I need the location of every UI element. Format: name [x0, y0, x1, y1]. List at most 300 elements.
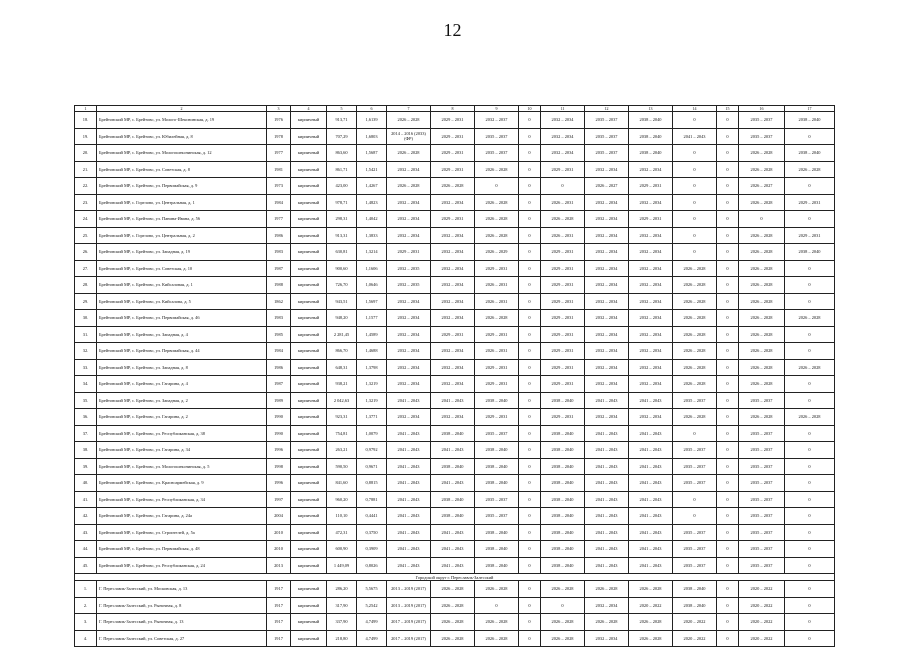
table-cell: 0 — [519, 458, 541, 475]
table-cell: 2026 – 2028 — [673, 293, 717, 310]
table-cell: 0 — [785, 260, 835, 277]
table-cell: 11 — [541, 106, 585, 112]
table-cell: 9 — [475, 106, 519, 112]
table-cell: 2026 – 2028 — [387, 112, 431, 129]
table-cell: 0 — [717, 194, 739, 211]
table-cell: 960,20 — [327, 491, 357, 508]
table-cell: кирпичный — [291, 359, 327, 376]
table-cell: 1976 — [267, 112, 291, 129]
table-cell: 16 — [739, 106, 785, 112]
table-cell: 1981 — [267, 161, 291, 178]
table-cell: 2032 – 2034 — [585, 277, 629, 294]
table-cell: 2026 – 2028 — [739, 161, 785, 178]
table-cell: 2041 – 2043 — [387, 491, 431, 508]
table-cell: 0 — [717, 227, 739, 244]
table-cell: 38. — [75, 442, 97, 459]
table-cell: 2038 – 2040 — [541, 425, 585, 442]
table-cell: 2041 – 2043 — [585, 458, 629, 475]
table-cell: 8 — [431, 106, 475, 112]
table-cell: 2026 – 2031 — [541, 227, 585, 244]
table-cell: Г. Переславль-Залесский, ул. Рыночная, д. 8 — [97, 597, 267, 614]
table-cell: 0 — [519, 475, 541, 492]
table-cell: 0 — [673, 178, 717, 195]
table-row — [75, 392, 835, 409]
table-cell: 2032 – 2034 — [431, 310, 475, 327]
table-cell: 0 — [519, 425, 541, 442]
table-cell: 13 — [629, 106, 673, 112]
table-row — [75, 508, 835, 525]
table-cell: 423,00 — [327, 178, 357, 195]
table-cell: 20. — [75, 145, 97, 162]
table-cell: 0 — [519, 128, 541, 145]
table-cell: 923,31 — [327, 409, 357, 426]
table-cell: 1983 — [267, 310, 291, 327]
table-cell: 0 — [519, 194, 541, 211]
table-cell: 0 — [717, 458, 739, 475]
table-cell: 2041 – 2043 — [387, 475, 431, 492]
table-cell: 1,3771 — [357, 409, 387, 426]
table-cell: 1,3214 — [357, 244, 387, 261]
table-cell: 4,7499 — [357, 630, 387, 647]
table-row — [75, 293, 835, 310]
table-cell: 2032 – 2034 — [585, 376, 629, 393]
table-cell: 4,7499 — [357, 614, 387, 631]
table-cell: 2038 – 2040 — [785, 145, 835, 162]
table-cell: 43. — [75, 524, 97, 541]
table-cell: 2020 – 2022 — [673, 630, 717, 647]
table-cell: 1984 — [267, 194, 291, 211]
table-cell: 1973 — [267, 178, 291, 195]
table-cell: 2032 – 2034 — [431, 359, 475, 376]
table-cell: 2041 – 2043 — [629, 392, 673, 409]
table-cell: 1984 — [267, 343, 291, 360]
table-cell: 44. — [75, 541, 97, 558]
page-number: 12 — [443, 20, 462, 40]
table-cell: 0 — [785, 557, 835, 574]
table-cell: 2032 – 2034 — [541, 128, 585, 145]
table-cell: 2041 – 2043 — [387, 508, 431, 525]
table-cell: 14 — [673, 106, 717, 112]
table-cell: 2026 – 2028 — [739, 227, 785, 244]
table-cell: 2013 – 2019 (2017) — [387, 597, 431, 614]
table-cell: 2029 – 2031 — [629, 178, 673, 195]
table-cell: 0 — [717, 541, 739, 558]
table-cell: 1,4267 — [357, 178, 387, 195]
table-cell: 2035 – 2037 — [673, 458, 717, 475]
table-cell: 1917 — [267, 614, 291, 631]
table-cell: 0 — [519, 343, 541, 360]
table-cell: 2032 – 2034 — [387, 293, 431, 310]
table-cell: кирпичный — [291, 326, 327, 343]
table-cell: 2032 – 2034 — [629, 277, 673, 294]
table-cell: 0 — [519, 541, 541, 558]
table-cell: 2041 – 2043 — [673, 128, 717, 145]
table-cell: кирпичный — [291, 409, 327, 426]
table-cell: 0 — [785, 211, 835, 228]
table-cell: Брейтовский МР, с. Брейтово, ул. Мологошекснинская, д. 12 — [97, 145, 267, 162]
table-cell: Брейтовский МР, с. Брейтово, ул. Республиканская, д. 34 — [97, 491, 267, 508]
table-cell: 26. — [75, 244, 97, 261]
table-cell: 0 — [519, 244, 541, 261]
table-cell: 2014 – 2016 (2033)(ФР) — [387, 128, 431, 145]
table-cell: 2032 – 2035 — [387, 260, 431, 277]
table-cell: 0 — [785, 581, 835, 598]
table-cell: 841,60 — [327, 475, 357, 492]
table-cell: 2026 – 2028 — [629, 614, 673, 631]
table-cell: кирпичный — [291, 128, 327, 145]
table-cell: 0 — [673, 508, 717, 525]
table-cell: 1996 — [267, 475, 291, 492]
table-cell: 2038 – 2040 — [541, 442, 585, 459]
table-cell: 2029 – 2031 — [475, 326, 519, 343]
table-cell: Брейтовский МР, с. Брейтово, ул. Молого-Шекснинская, д. 19 — [97, 112, 267, 129]
table-cell: 0 — [785, 508, 835, 525]
table-cell: 2032 – 2034 — [629, 326, 673, 343]
table-cell: 0 — [519, 310, 541, 327]
table-cell: 2026 – 2028 — [673, 260, 717, 277]
table-cell: 600,90 — [327, 541, 357, 558]
table-cell: 2026 – 2028 — [475, 630, 519, 647]
table-cell: 2041 – 2043 — [629, 524, 673, 541]
table-cell: 1917 — [267, 597, 291, 614]
table-cell: 2032 – 2034 — [431, 409, 475, 426]
table-cell: 2026 – 2028 — [629, 581, 673, 598]
table-cell: 2020 – 2022 — [673, 614, 717, 631]
table-cell: кирпичный — [291, 227, 327, 244]
table-cell: 1,3219 — [357, 392, 387, 409]
table-row — [75, 475, 835, 492]
table-cell: 2041 – 2043 — [431, 524, 475, 541]
table-row — [75, 458, 835, 475]
table-cell: 2026 – 2028 — [541, 630, 585, 647]
table-cell: 2035 – 2037 — [585, 112, 629, 129]
table-cell: 0 — [717, 211, 739, 228]
table-cell: 2026 – 2031 — [475, 293, 519, 310]
table-cell: 2026 – 2028 — [739, 326, 785, 343]
table-cell: кирпичный — [291, 260, 327, 277]
table-cell: 0 — [785, 630, 835, 647]
table-cell: 2041 – 2043 — [585, 524, 629, 541]
table-cell: 2035 – 2037 — [739, 425, 785, 442]
table-cell: 2026 – 2028 — [431, 178, 475, 195]
table-cell: 1 449,09 — [327, 557, 357, 574]
table-cell: кирпичный — [291, 277, 327, 294]
table-cell: 2026 – 2028 — [475, 161, 519, 178]
table-cell: 0 — [519, 581, 541, 598]
table-cell: 2029 – 2031 — [541, 359, 585, 376]
table-cell: 0 — [785, 442, 835, 459]
table-cell: 1917 — [267, 630, 291, 647]
table-cell: 2026 – 2028 — [431, 630, 475, 647]
table-cell: 2041 – 2043 — [629, 557, 673, 574]
table-cell: Брейтовский МР, с. Брейтово, ул. Мологошекснинская, д. 5 — [97, 458, 267, 475]
table-cell: 938,21 — [327, 376, 357, 393]
table-cell: 2038 – 2040 — [431, 458, 475, 475]
table-cell: 3 — [267, 106, 291, 112]
table-cell: 2032 – 2034 — [629, 161, 673, 178]
table-row — [75, 277, 835, 294]
table-cell: 0 — [717, 409, 739, 426]
table-cell: 0 — [519, 359, 541, 376]
table-cell: 1,4042 — [357, 211, 387, 228]
table-cell: 2026 – 2028 — [739, 293, 785, 310]
table-cell: 2038 – 2040 — [431, 425, 475, 442]
table-cell: 2026 – 2028 — [785, 359, 835, 376]
table-cell: 2026 – 2028 — [475, 614, 519, 631]
table-cell: 2038 – 2040 — [541, 557, 585, 574]
table-cell: 1,4688 — [357, 343, 387, 360]
table-cell: 2038 – 2040 — [431, 491, 475, 508]
table-cell: 0 — [785, 293, 835, 310]
table-cell: Брейтовский МР, с. Брейтово, ул. Первомайская, д. 48 — [97, 541, 267, 558]
table-cell: Брейтовский МР, с. Брейтово, ул. Юбилейная, д. 8 — [97, 128, 267, 145]
table-cell: 1,5687 — [357, 145, 387, 162]
table-cell: 0 — [519, 112, 541, 129]
table-cell: 2029 – 2031 — [475, 260, 519, 277]
table-cell: 2032 – 2034 — [585, 326, 629, 343]
table-cell: 1,1577 — [357, 310, 387, 327]
table-cell: Брейтовский МР, с. Брейтово, ул. Первомайская, д. 9 — [97, 178, 267, 195]
table-cell: кирпичный — [291, 581, 327, 598]
table-cell: 2026 – 2029 — [475, 244, 519, 261]
table-cell: 2032 – 2034 — [629, 376, 673, 393]
table-cell: 5 — [327, 106, 357, 112]
table-cell: 2032 – 2034 — [585, 260, 629, 277]
table-cell: 2038 – 2040 — [475, 442, 519, 459]
table-cell: 2029 – 2031 — [431, 145, 475, 162]
table-cell: 1,3833 — [357, 227, 387, 244]
table-cell: 2026 – 2028 — [785, 310, 835, 327]
table-cell: 2032 – 2034 — [387, 409, 431, 426]
table-cell: кирпичный — [291, 244, 327, 261]
table-cell: 2032 – 2034 — [431, 260, 475, 277]
table-cell: 40. — [75, 475, 97, 492]
table-row — [75, 557, 835, 574]
table-row — [75, 376, 835, 393]
table-cell: кирпичный — [291, 630, 327, 647]
table-cell: 2032 – 2034 — [431, 244, 475, 261]
table-cell: Брейтовский МР, с. Брейтово, ул. Строителей, д. 5а — [97, 524, 267, 541]
table-cell: 0 — [541, 178, 585, 195]
table-cell: 2026 – 2031 — [475, 277, 519, 294]
table-cell: кирпичный — [291, 310, 327, 327]
table-cell: 943,51 — [327, 293, 357, 310]
table-cell: 2029 – 2031 — [431, 128, 475, 145]
table-cell: 2026 – 2028 — [673, 277, 717, 294]
table-cell: 0 — [519, 227, 541, 244]
table-row — [75, 178, 835, 195]
table-cell: 0 — [717, 614, 739, 631]
table-cell: 25. — [75, 227, 97, 244]
table-row — [75, 343, 835, 360]
table-cell: 1996 — [267, 442, 291, 459]
table-cell: 2035 – 2037 — [673, 475, 717, 492]
table-cell: 2032 – 2034 — [629, 359, 673, 376]
table-cell: 0 — [519, 491, 541, 508]
table-cell: 27. — [75, 260, 97, 277]
table-cell: 0,9792 — [357, 442, 387, 459]
table-cell: 1998 — [267, 458, 291, 475]
table-cell: 21. — [75, 161, 97, 178]
table-cell: 2035 – 2037 — [475, 425, 519, 442]
table-cell: 5,2542 — [357, 597, 387, 614]
table-cell: 590,50 — [327, 458, 357, 475]
table-cell: 2041 – 2043 — [387, 392, 431, 409]
table-cell: 2035 – 2037 — [585, 145, 629, 162]
table-cell: 0,8815 — [357, 475, 387, 492]
table-cell: 0 — [785, 343, 835, 360]
table-cell: 863,60 — [327, 145, 357, 162]
table-cell: 2032 – 2034 — [629, 244, 673, 261]
table-cell: 2041 – 2043 — [387, 541, 431, 558]
table-cell: кирпичный — [291, 392, 327, 409]
table-cell: 2035 – 2037 — [739, 475, 785, 492]
table-cell: 861,71 — [327, 161, 357, 178]
table-cell: 5,5675 — [357, 581, 387, 598]
table-cell: 0,3750 — [357, 524, 387, 541]
table-cell: 1,4589 — [357, 326, 387, 343]
table-cell: 2038 – 2040 — [785, 244, 835, 261]
table-cell: 2032 – 2034 — [629, 194, 673, 211]
table-cell: 2032 – 2034 — [387, 227, 431, 244]
table-cell: 0,3909 — [357, 541, 387, 558]
table-cell: 0 — [785, 491, 835, 508]
table-cell: 0 — [519, 211, 541, 228]
table-cell: 1977 — [267, 145, 291, 162]
table-cell: 2029 – 2031 — [541, 260, 585, 277]
table-cell: Брейтовский МР, с. Брейтово, ул. Западная, д. 4 — [97, 326, 267, 343]
table-cell: 1,6803 — [357, 128, 387, 145]
table-cell: 0 — [519, 326, 541, 343]
table-row — [75, 491, 835, 508]
table-cell: 2035 – 2037 — [739, 524, 785, 541]
table-cell: 2013 — [267, 557, 291, 574]
table-cell: 2035 – 2037 — [739, 128, 785, 145]
table-cell: 2032 – 2034 — [387, 376, 431, 393]
table-cell: 2026 – 2028 — [585, 614, 629, 631]
table-cell: 0 — [519, 442, 541, 459]
table-cell: 2029 – 2031 — [475, 409, 519, 426]
table-cell: Брейтовский МР, с. Брейтово, ул. Гагарина, д. 4 — [97, 376, 267, 393]
table-cell: 2026 – 2028 — [739, 145, 785, 162]
table-cell: 2032 – 2034 — [431, 376, 475, 393]
table-cell: 2026 – 2028 — [739, 194, 785, 211]
table-cell: кирпичный — [291, 442, 327, 459]
table-cell: 2032 – 2035 — [387, 277, 431, 294]
table-cell: 2041 – 2043 — [629, 491, 673, 508]
table-cell: 0 — [519, 409, 541, 426]
table-cell: 1 — [75, 106, 97, 112]
table-cell: 726,70 — [327, 277, 357, 294]
table-row — [75, 359, 835, 376]
table-cell: 1986 — [267, 227, 291, 244]
table-cell: 1. — [75, 581, 97, 598]
table-cell: 2032 – 2034 — [387, 310, 431, 327]
table-row — [75, 244, 835, 261]
table-cell: 298,31 — [327, 211, 357, 228]
table-cell: 0 — [717, 524, 739, 541]
table-cell: 2038 – 2040 — [475, 458, 519, 475]
table-cell: 2035 – 2037 — [739, 557, 785, 574]
table-cell: 0 — [717, 178, 739, 195]
table-cell: 2041 – 2043 — [629, 475, 673, 492]
table-cell: 286,20 — [327, 581, 357, 598]
table-cell: 2017 – 2019 (2017) — [387, 630, 431, 647]
table-cell: 2026 – 2028 — [475, 227, 519, 244]
table-cell: кирпичный — [291, 597, 327, 614]
table-cell: 2010 — [267, 541, 291, 558]
table-cell: 2029 – 2031 — [785, 194, 835, 211]
table-cell: 0 — [717, 491, 739, 508]
table-cell: 0 — [785, 376, 835, 393]
table-cell: 0 — [519, 524, 541, 541]
table-cell: 2020 – 2022 — [739, 630, 785, 647]
table-cell: кирпичный — [291, 194, 327, 211]
table-cell: 0 — [717, 161, 739, 178]
table-cell: Г. Переславль-Залесский, ул. Московская, д. 13 — [97, 581, 267, 598]
table-cell: 2041 – 2043 — [629, 541, 673, 558]
table-cell: 1990 — [267, 425, 291, 442]
table-cell: 2035 – 2037 — [739, 112, 785, 129]
table-cell: 2041 – 2043 — [387, 458, 431, 475]
table-cell: 2004 — [267, 508, 291, 525]
table-cell: 2026 – 2028 — [739, 359, 785, 376]
table-cell: 0 — [717, 442, 739, 459]
table-cell: 2029 – 2031 — [785, 227, 835, 244]
table-cell: 0 — [785, 425, 835, 442]
table-cell: 1997 — [267, 491, 291, 508]
table-row — [75, 630, 835, 647]
table-cell: 0 — [717, 260, 739, 277]
table-cell: 2032 – 2034 — [585, 359, 629, 376]
section-label: Городской округ г. Переславль-Залесский — [75, 574, 835, 581]
table-cell: 1,3798 — [357, 359, 387, 376]
table-cell: кирпичный — [291, 491, 327, 508]
table-row — [75, 425, 835, 442]
table-cell: 2038 – 2040 — [673, 581, 717, 598]
table-cell: 2038 – 2040 — [431, 508, 475, 525]
table-cell: 2017 – 2019 (2017) — [387, 614, 431, 631]
table-cell: 10 — [519, 106, 541, 112]
table-cell: 2041 – 2043 — [585, 442, 629, 459]
table-cell: 42. — [75, 508, 97, 525]
table-cell: 2032 – 2034 — [585, 244, 629, 261]
table-cell: 754,81 — [327, 425, 357, 442]
table-cell: 2026 – 2028 — [673, 326, 717, 343]
table-cell: 2026 – 2028 — [785, 161, 835, 178]
table-cell: 1977 — [267, 211, 291, 228]
table-cell: 0 — [519, 508, 541, 525]
table-cell: 28. — [75, 277, 97, 294]
table-cell: 2026 – 2028 — [673, 376, 717, 393]
table-cell: 0 — [519, 557, 541, 574]
table-cell: 1,3219 — [357, 376, 387, 393]
table-cell: 2032 – 2034 — [431, 293, 475, 310]
table-row — [75, 581, 835, 598]
table-cell: 2029 – 2031 — [431, 112, 475, 129]
table-cell: 0 — [785, 458, 835, 475]
table-cell: 0 — [475, 597, 519, 614]
table-cell: 0 — [739, 211, 785, 228]
table-body — [75, 106, 835, 647]
table-cell: 2020 – 2022 — [629, 597, 673, 614]
table-cell: 2032 – 2034 — [585, 310, 629, 327]
table-cell: 2038 – 2040 — [475, 541, 519, 558]
table-cell: 0 — [519, 376, 541, 393]
table-cell: кирпичный — [291, 293, 327, 310]
table-cell: 2026 – 2031 — [541, 194, 585, 211]
table-cell: 2035 – 2037 — [739, 491, 785, 508]
